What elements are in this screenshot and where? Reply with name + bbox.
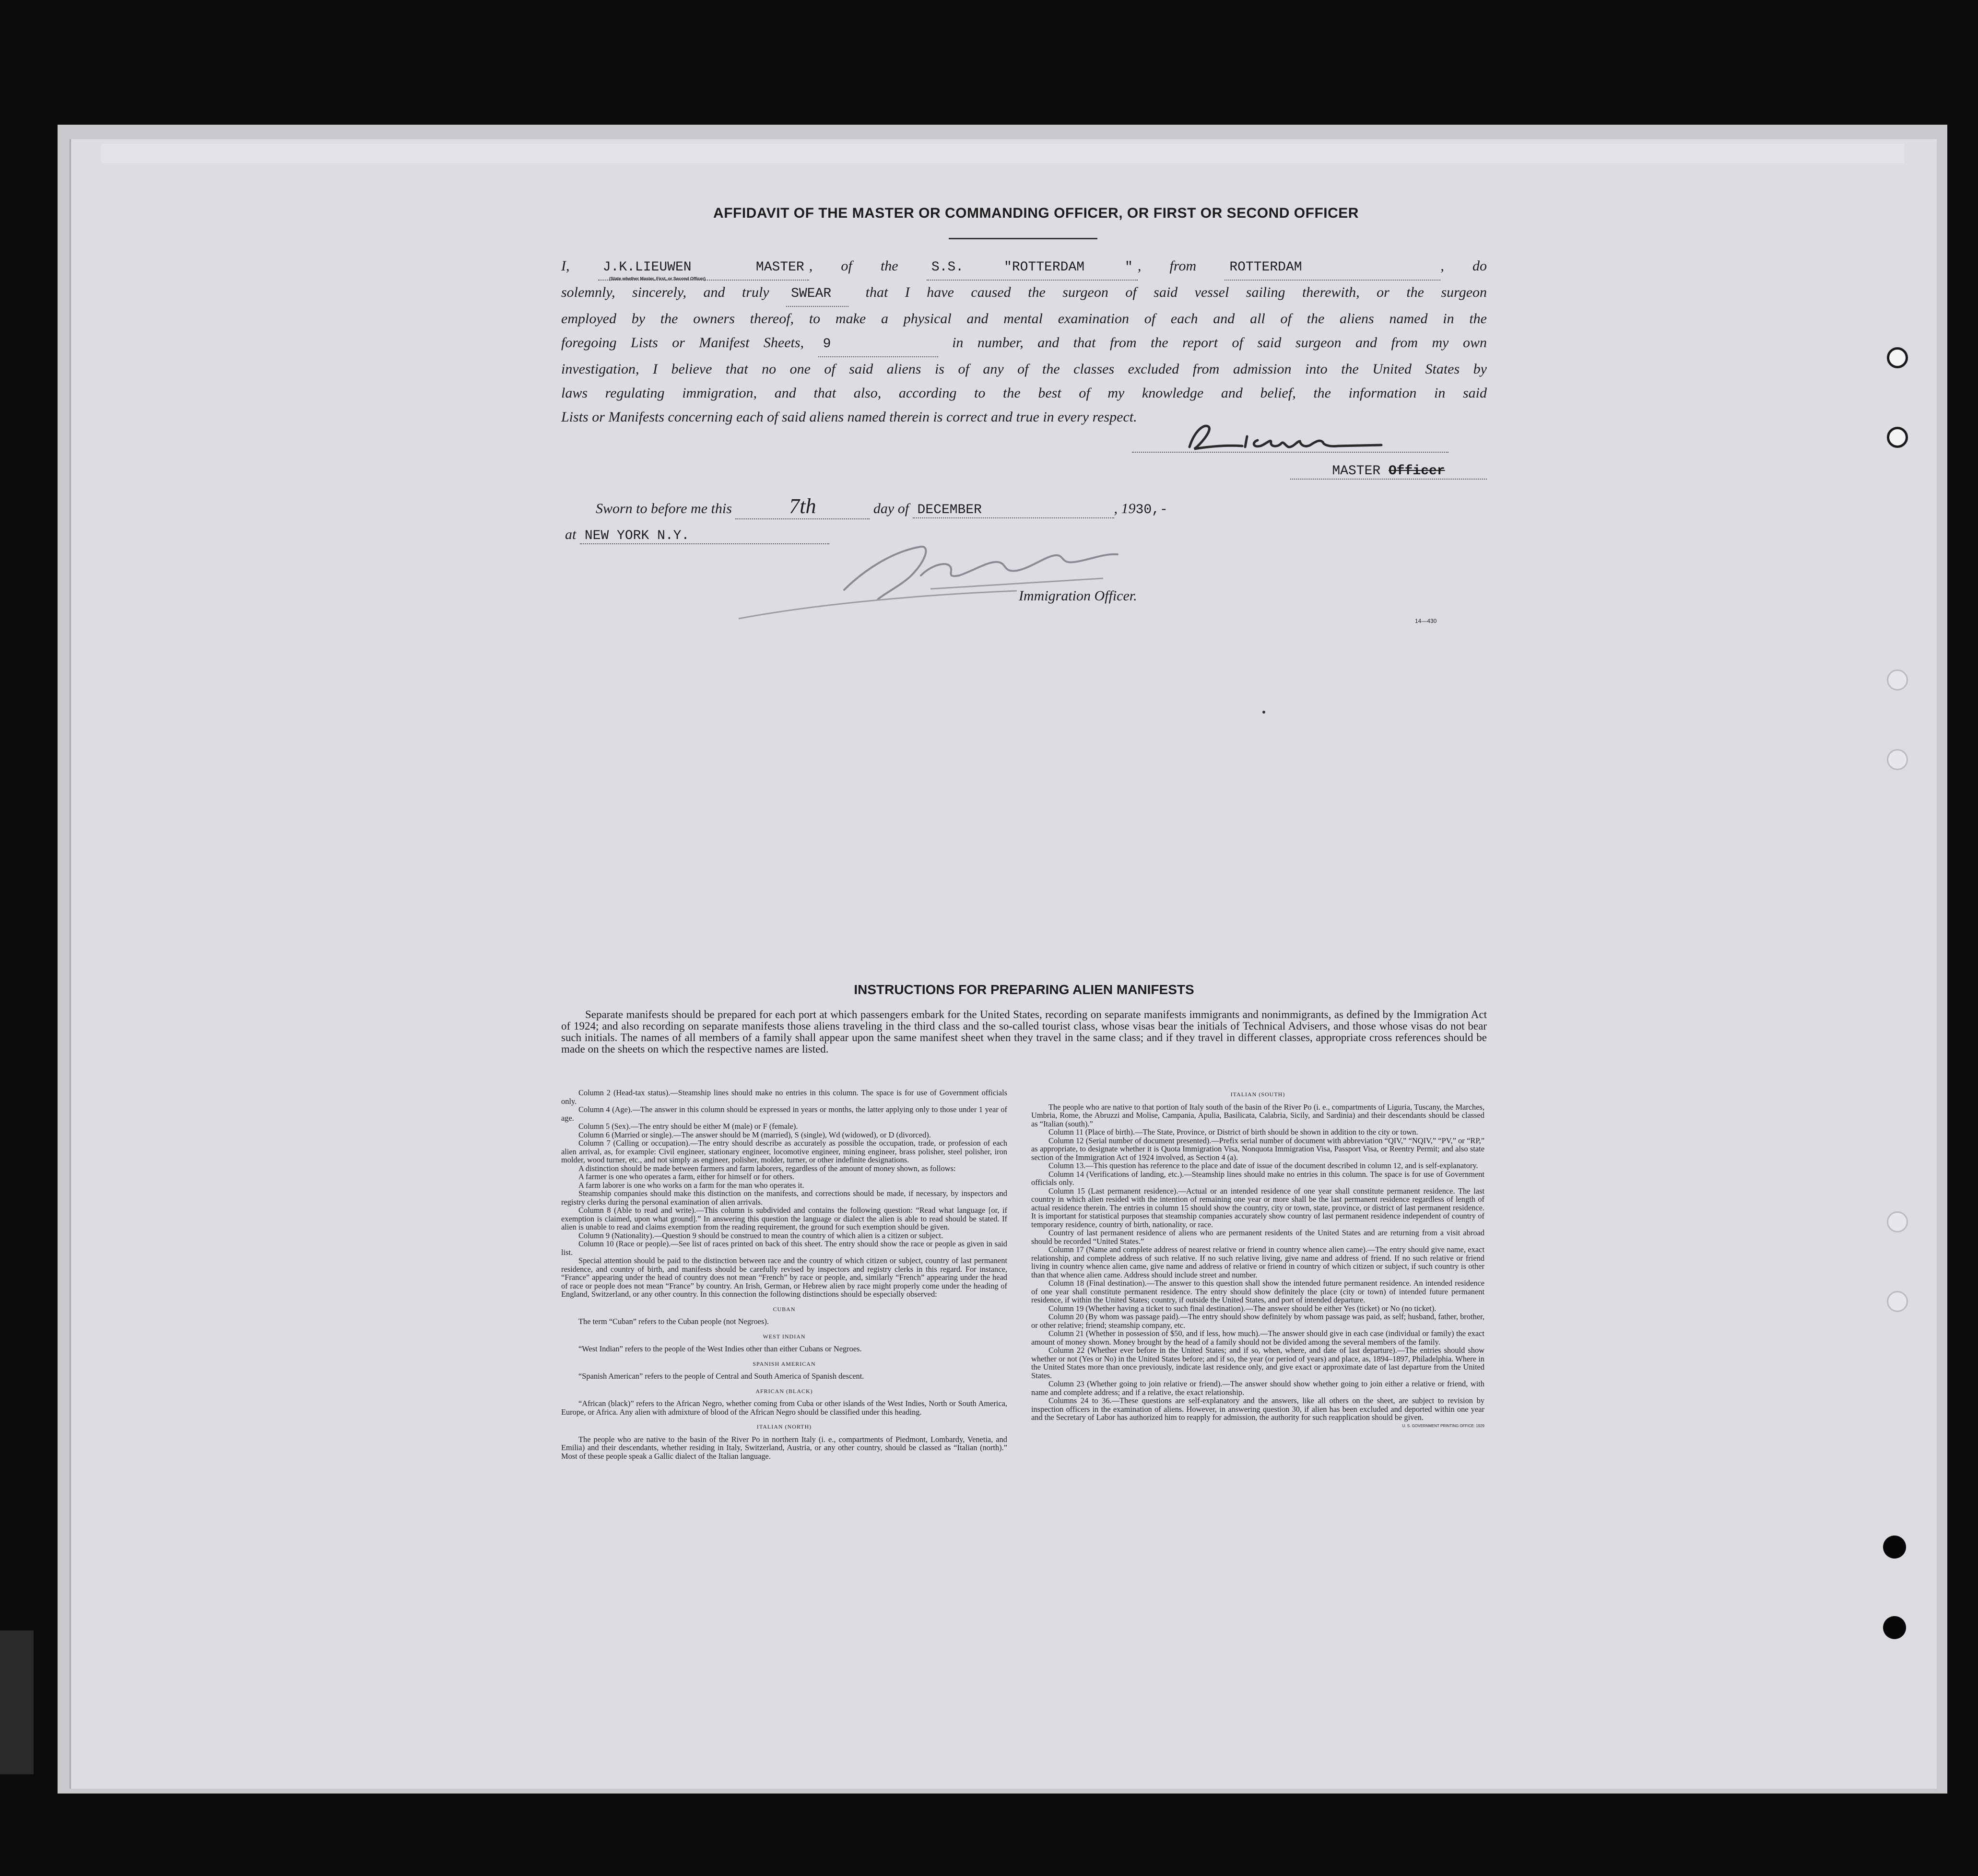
instruction-paragraph: Special attention should be paid to the distinction between race and the country of which citizen or subject, country of last permanent residence, and country of birth, and manifests should be carefully revised by inspectors and registry clerks in this regard. For instance, “France” appearing under the head of country does not mean “French” by race or people, and, similarly “French” appearing under the head of race or people does not mean “France” by country. An Irish, German, or Hebrew alien by race might properly come under the heading of England, Switzerland, or any other country. In this connection the following distinctions should be especially observed: — [561, 1256, 1007, 1299]
instruction-paragraph: Column 4 (Age).—The answer in this column should be expressed in years or months, the latter applying only to those under 1 year of age. — [561, 1105, 1007, 1123]
instruction-paragraph: Column 17 (Name and complete address of nearest relative or friend in country whence alien came).—The entry should give name, exact relationship, and complete address of such relative. If no such relative living, give name and address of friend. If no such relative or friend living in country whence alien came, give name and address of relative or friend in country of which citizen or subject, if such country is other than that whence alien came. Address should include street and number. — [1031, 1245, 1484, 1279]
instruction-paragraph: Column 21 (Whether in possession of $50, and if less, how much).—The answer should give in each case (individual or family) the exact amount of money shown. Money brought by the head of a family should not be divided among the several members of the family. — [1031, 1329, 1484, 1347]
instruction-paragraph: Column 14 (Verifications of landing, etc.).—Steamship lines should make no entries in this column. The space is for use of Government officials only. — [1031, 1169, 1484, 1187]
instruction-paragraph: Steamship companies should make this distinction on the manifests, and corrections should be made, if necessary, by inspectors and registry clerks during the personal examination of alien arrivals. — [561, 1189, 1007, 1207]
instruction-paragraph: Column 18 (Final destination).—The answer to this question shall show the intended future permanent residence. An intended residence of one year shall constitute permanent residence. The entry should show definitely the place (city or town) of intended future permanent residence, if within the United States; country, if outside the United States, and port of intended departure. — [1031, 1278, 1484, 1304]
instruction-paragraph: Column 10 (Race or people).—See list of races printed on back of this sheet. The entry should show the race or people as given in said list. — [561, 1239, 1007, 1257]
section-heading-italian-south: ITALIAN (SOUTH) — [1230, 1091, 1285, 1098]
year-suffix: 30,- — [1135, 503, 1168, 517]
affidavit-line-7: Lists or Manifests concerning each of said aliens named therein is correct and true in every respect. — [561, 409, 1137, 425]
sworn-day-field: 7th — [735, 494, 870, 519]
affidavit-line-4 — [561, 331, 1487, 357]
oath-field: SWEAR — [786, 282, 848, 307]
printing-office-imprint: U. S. GOVERNMENT PRINTING OFFICE: 1929 — [1402, 1423, 1484, 1428]
sworn-line — [596, 494, 1168, 519]
section-heading-italian-north: ITALIAN (NORTH) — [756, 1423, 812, 1430]
punch-hole-icon — [1887, 1291, 1908, 1312]
binding-edge — [0, 1630, 34, 1774]
african-definition: “African (black)” refers to the African Negro, whether coming from Cuba or other islands of the West Indies, North or South America, Europe, or Africa. Any alien with admixture of blood of the African Negro should be classified under this heading. — [561, 1399, 1007, 1417]
section-heading-cuban: CUBAN — [773, 1305, 796, 1313]
ink-speck — [1262, 711, 1265, 714]
punch-hole-icon — [1883, 1616, 1906, 1639]
affidavit-line-6: laws regulating immigration, and that also, according to the best of my knowledge and belief, the information in said — [561, 385, 1487, 401]
cuban-definition: The term “Cuban” refers to the Cuban people (not Negroes). — [578, 1317, 769, 1326]
year-prefix: , 19 — [1114, 501, 1136, 516]
spanish-american-definition: “Spanish American” refers to the people of Central and South America of Spanish descent. — [578, 1372, 864, 1381]
day-of-text: day of — [873, 501, 909, 516]
section-heading-west-indian: WEST INDIAN — [763, 1333, 806, 1340]
instruction-paragraph: Column 22 (Whether ever before in the United States; and if so, when, where, and date of last departure).—The entries should show whether or not (Yes or No) in the United States before; and if so, the year (or period of years) and place, as, 1894–1897, Philadelphia. Where in the United States more than once previously, indicate last residence only, and give exact or approximate date of last departure from the United States. — [1031, 1346, 1484, 1380]
italian-north-definition: The people who are native to the basin of the River Po in northern Italy (i. e., compartments of Piedmont, Lombardy, Venetia, and Emilia) and their descendants, whether residing in Italy, Switzerland, Austria, or any other country, should be classed as “Italian (north).” Most of these people speak a Gallic dialect of the Italian language. — [561, 1434, 1007, 1461]
from-text: , from — [1137, 258, 1197, 274]
port-field: ROTTERDAM — [1224, 256, 1440, 281]
instruction-paragraph: The people who are native to that portion of Italy south of the basin of the River Po (i. e., compartments of Liguria, Tuscany, the Marches, Umbria, Rome, the Abruzzi and Molise, Campania, Apulia, Basilicata, Calabria, Sicily, and Sardinia) and their descendants should be classed as “Italian (south).” — [1031, 1102, 1484, 1128]
instruction-paragraph: Column 15 (Last permanent residence).—Actual or an intended residence of one year shall constitute permanent residence. The last country in which alien resided with the intention of remaining one year or more shall be the last permanent residence regardless of length of actual residence therein. The entries in column 15 should show the country, city or town, state, province, or district of last permanent residence. It is important for statistical purposes that steamship companies accurately show country of last permanent residence independent of country of temporary residence, country of birth, nationality, or race. — [1031, 1186, 1484, 1229]
sheets-count-field: 9 — [818, 332, 938, 357]
signature-line — [1132, 451, 1448, 453]
instruction-paragraph: Column 23 (Whether going to join relative or friend).—The answer should show whether going to join either a relative or friend, with name and complete address; and if a relative, the exact relationship. — [1031, 1379, 1484, 1397]
section-heading-spanish-american: SPANISH AMERICAN — [753, 1360, 816, 1367]
instruction-paragraph: Column 13.—This question has reference to the place and date of issue of the document described in column 12, and is self-explanatory. — [1048, 1161, 1478, 1170]
instruction-paragraph — [1031, 1396, 1484, 1428]
form-code: 14—430 — [1415, 618, 1437, 624]
punch-hole-icon — [1887, 1211, 1908, 1232]
line4-b-text: in number, and that from the report of said surgeon and from my own — [952, 335, 1487, 351]
sworn-place-field: NEW YORK N.Y. — [580, 528, 829, 544]
line2-text: that I have caused the surgeon of said vessel sailing therewith, or the surgeon — [865, 284, 1487, 300]
instructions-intro: Separate manifests should be prepared for each port at which passengers embark for the United States, recording on separate manifests immigrants and nonimmigrants, as defined by the Immigration Act of 1924; and also recording on separate manifests those aliens traveling in the third class and the so-called tourist class, whose visas bear the initials of Technical Advisers, and those whose visas do not bear such initials. The names of all members of a family shall appear upon the same manifest sheet when they travel in the same class; and if they travel in different classes, appropriate cross references should be made on the sheets on which the respective names are listed. — [561, 1008, 1487, 1055]
instruction-paragraph: A farm laborer is one who works on a farm for the man who operates it. — [578, 1180, 804, 1190]
at-label: at — [565, 527, 577, 542]
master-label: MASTER — [1332, 464, 1381, 479]
affidavit-line-3: employed by the owners thereof, to make a physical and mental examination of each and all of the aliens named in the — [561, 311, 1487, 327]
punch-hole-icon — [1887, 347, 1908, 368]
struck-officer-word: Officer — [1389, 464, 1445, 479]
instruction-paragraph: Column 8 (Able to read and write).—This column is subdivided and contains the following question: “Read what language [or, if exemption is claimed, upon what ground].” In answering this question the language or dialect the alien is able to read should be stated. If alien is unable to read and claims exemption from the reading requirement, the ground for such exemption should be given. — [561, 1206, 1007, 1231]
master-title — [1290, 464, 1487, 480]
affidavit-title: AFFIDAVIT OF THE MASTER OR COMMANDING OFFICER, OR FIRST OR SECOND OFFICER — [713, 205, 1359, 221]
instruction-paragraph: Column 5 (Sex).—The entry should be either M (male) or F (female). — [578, 1122, 798, 1131]
of-the-text: , of the — [809, 258, 898, 274]
master-signature — [1132, 417, 1468, 456]
punch-hole-icon — [1887, 427, 1908, 448]
title-divider — [949, 238, 1097, 239]
punch-hole-icon — [1887, 669, 1908, 691]
line4-a-text: foregoing Lists or Manifest Sheets, — [561, 335, 804, 351]
punch-hole-icon — [1887, 749, 1908, 770]
instruction-paragraph: A farmer is one who operates a farm, either for himself or for others. — [578, 1172, 795, 1181]
west-indian-definition: “West Indian” refers to the people of the West Indies other than either Cubans or Negroes. — [578, 1344, 862, 1353]
instruction-paragraph: Country of last permanent residence of aliens who are permanent residents of the United States and are returning from a visit abroad should be recorded “United States.” — [1031, 1228, 1484, 1246]
instructions-title: INSTRUCTIONS FOR PREPARING ALIEN MANIFESTS — [854, 982, 1194, 997]
final-paragraph-text: Columns 24 to 36.—These questions are self-explanatory and the answers, like all others on the sheet, are subject to revision by inspection officers in the examination of aliens. However, in answering question 30, if alien has been excluded and deported within one year and the Secretary of Labor has authorized him to reapply for admission, the authority for such reapplication should be given. — [1031, 1396, 1484, 1422]
section-heading-african: AFRICAN (BLACK) — [755, 1387, 813, 1395]
immigration-officer-label: Immigration Officer. — [1019, 588, 1137, 604]
instructions-left-column — [561, 1089, 1007, 1460]
officer-rank-note: (State whether Master, First, or Second Officer) — [609, 276, 706, 281]
affidavit-line-2 — [561, 281, 1487, 307]
instructions-right-column — [1031, 1084, 1484, 1430]
do-text: , do — [1440, 258, 1487, 274]
instruction-paragraph: A distinction should be made between farmers and farm laborers, regardless of the amount of money shown, as follows: — [578, 1163, 956, 1173]
sworn-prefix: Sworn to before me this — [596, 501, 732, 516]
officer-name-field: J.K.LIEUWEN MASTER — [598, 256, 809, 281]
instruction-paragraph: Column 19 (Whether having a ticket to such final destination).—The answer should be either Yes (ticket) or No (no ticket). — [1048, 1303, 1436, 1313]
instruction-paragraph: Column 6 (Married or single).—The answer should be M (married), S (single), Wd (widowed), or D (divorced). — [578, 1130, 931, 1139]
instruction-paragraph: Column 20 (By whom was passage paid).—The entry should show definitely by whom passage was paid, as self; husband, father, brother, or other relative; friend; steamship company, etc. — [1031, 1312, 1484, 1330]
instruction-paragraph: Column 7 (Calling or occupation).—The entry should describe as accurately as possible the occupation, trade, or profession of each alien arrival, as, for example: Civil engineer, stationary engineer, locomotive engineer, mining engineer, brass polisher, steel polisher, iron molder, wood turner, etc., and not simply as engineer, polisher, molder, turner, or other indefinite designations. — [561, 1138, 1007, 1164]
sheet-edge-strip — [101, 144, 1904, 163]
instruction-paragraph: Column 2 (Head-tax status).—Steamship lines should make no entries in this column. The space is for use of Government officials only. — [561, 1088, 1007, 1106]
sworn-month-field: DECEMBER — [913, 503, 1114, 518]
vessel-field: S.S. "ROTTERDAM " — [927, 256, 1138, 281]
instruction-paragraph: Column 9 (Nationality).—Question 9 should be construed to mean the country of which alien is a citizen or subject. — [578, 1231, 943, 1240]
affidavit-line-5: investigation, I believe that no one of said aliens is of any of the classes excluded from admission into the United States by — [561, 361, 1487, 377]
punch-hole-icon — [1883, 1536, 1906, 1559]
instruction-paragraph: Column 11 (Place of birth).—The State, Province, or District of birth should be shown in addition to the city or town. — [1048, 1127, 1418, 1137]
affidavit-i: I, — [561, 258, 570, 274]
solemnly-text: solemnly, sincerely, and truly — [561, 284, 769, 300]
immigration-officer-signature — [719, 532, 1175, 623]
instruction-paragraph: Column 12 (Serial number of document presented).—Prefix serial number of document with abbreviation “QIV,” “NQIV,” “PV,” or “RP,” as appropriate, to designate whether it is Quota Immigration Visa, Nonquota Immigration Visa, Passport Visa, or Reentry Permit; and also state section of the Immigration Act of 1924 involved, as Section 4 (a). — [1031, 1136, 1484, 1162]
